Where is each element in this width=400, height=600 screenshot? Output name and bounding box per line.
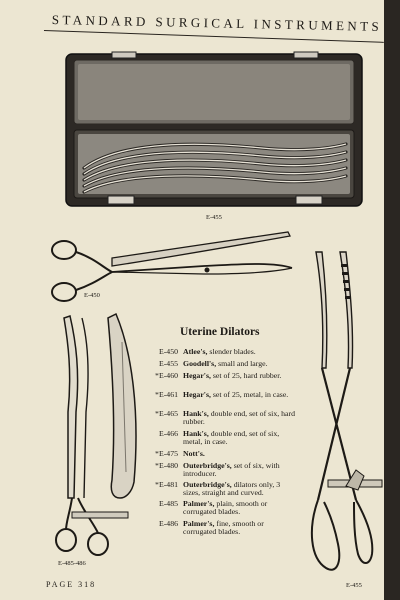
item-description: fine, smooth or corrugated blades. — [183, 519, 264, 537]
item-code: *E-481 — [155, 480, 178, 489]
item-description: double end, set of six, metal, in case. — [183, 429, 280, 447]
item-description: set of six, with introducer. — [183, 461, 280, 479]
item-name: Hank's, — [183, 409, 209, 418]
item-code: E-485 — [158, 499, 178, 508]
item-name: Outerbridge's, — [183, 480, 232, 489]
item-name: Nott's. — [183, 449, 205, 458]
item-name: Hegar's, — [183, 390, 211, 399]
item-description: plain, smooth or corrugated blades. — [183, 499, 268, 517]
instrument-case-illustration — [62, 48, 367, 218]
figure-label-case: E-455 — [206, 214, 222, 221]
item-name: Hegar's, — [183, 371, 211, 380]
item-code: *E-465 — [155, 409, 178, 418]
item-description: set of 25, hard rubber. — [212, 371, 282, 380]
item-name: Atlee's, — [183, 347, 208, 356]
figure-label-dilator-pair: E-485-486 — [58, 560, 86, 567]
item-code: E-486 — [158, 519, 178, 528]
item-description: slender blades. — [209, 347, 256, 356]
figure-label-spreader: E-455 — [346, 582, 362, 589]
item-code: E-466 — [158, 429, 178, 438]
item-description: dilators only, 3 sizes, straight and curved. — [183, 480, 281, 498]
item-name: Goodell's, — [183, 359, 217, 368]
item-code: *E-461 — [155, 390, 178, 399]
item-name: Palmer's, — [183, 519, 215, 528]
item-code: *E-460 — [155, 371, 178, 380]
section-title: Uterine Dilators — [180, 326, 260, 338]
item-code: *E-475 — [155, 449, 178, 458]
item-description: small and large. — [218, 359, 268, 368]
forceps-dilator-illustration — [44, 228, 296, 310]
spreader-dilator-illustration — [298, 248, 392, 578]
item-description: double end, set of six, hard rubber. — [183, 409, 295, 427]
item-code: *E-480 — [155, 461, 178, 470]
item-code: E-455 — [158, 359, 178, 368]
item-name: Hank's, — [183, 429, 209, 438]
item-name: Palmer's, — [183, 499, 215, 508]
page-number: PAGE 318 — [46, 580, 97, 589]
item-name: Outerbridge's, — [183, 461, 232, 470]
figure-label-forceps: E-450 — [84, 292, 100, 299]
item-description: set of 25, metal, in case. — [212, 390, 289, 399]
page-header: STANDARD SURGICAL INSTRUMENTS — [51, 12, 383, 34]
item-code: E-450 — [158, 347, 178, 356]
